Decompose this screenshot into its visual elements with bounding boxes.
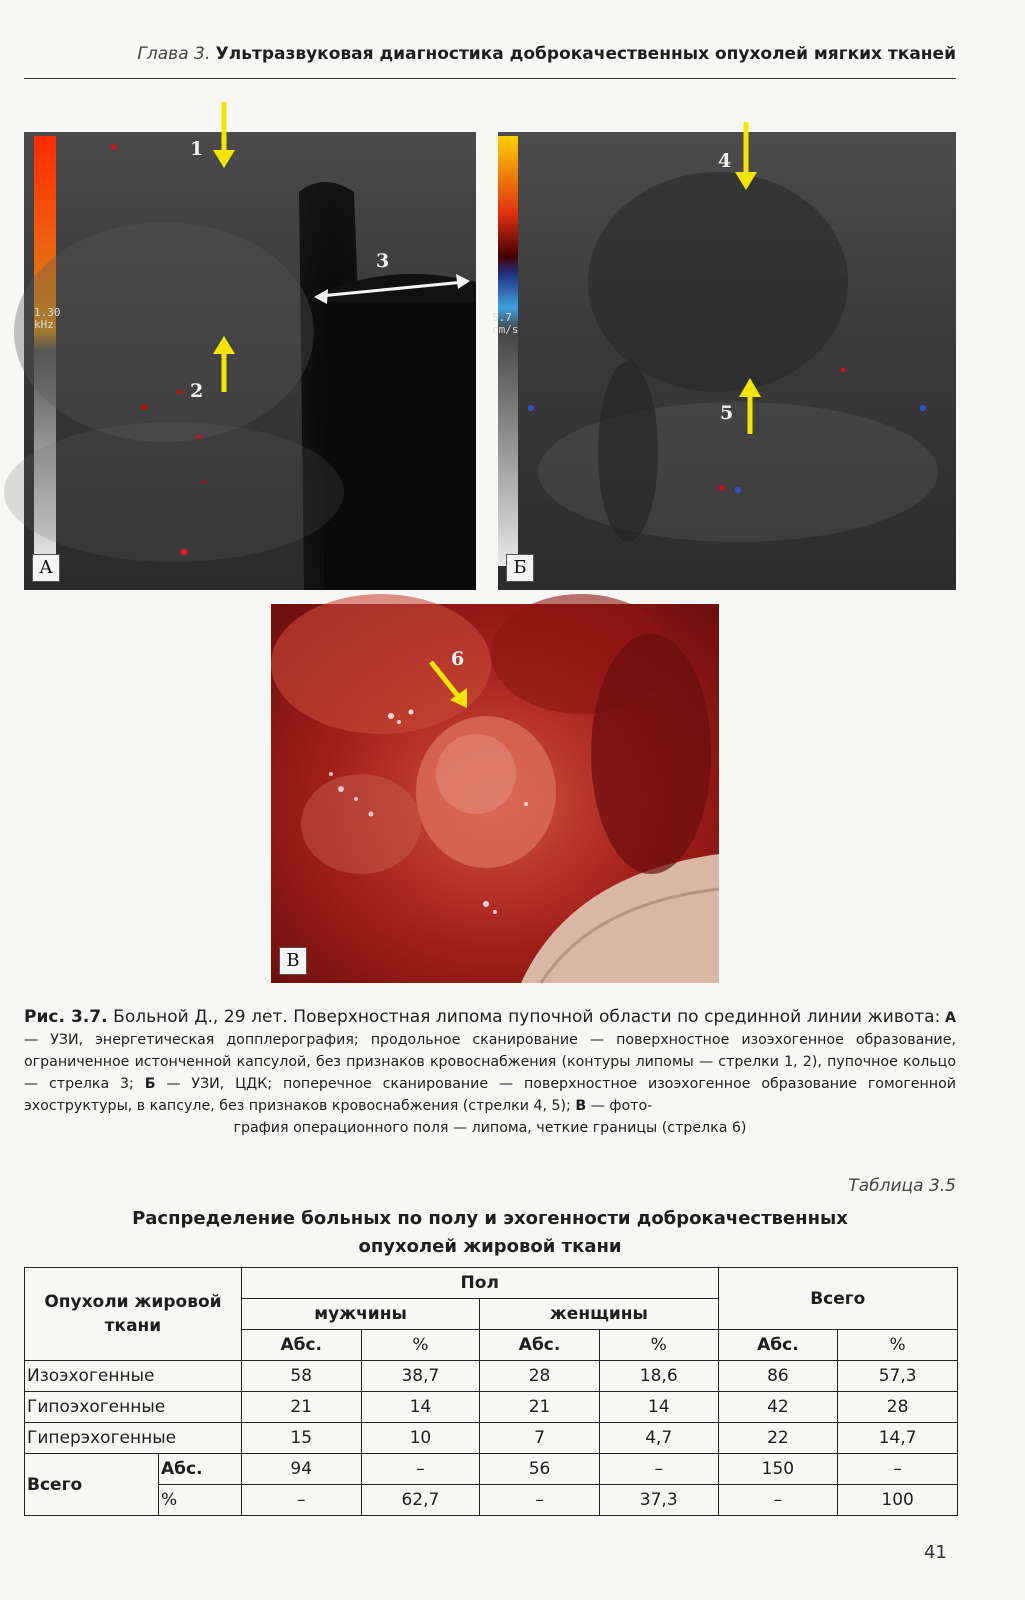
header-sex: Пол [241,1268,718,1299]
table-cell: 57,3 [838,1361,958,1392]
ultrasound-image-b [498,132,956,590]
table-row [25,1361,958,1392]
row-label: Изоэхогенные [25,1361,242,1392]
panel-label-v: В [279,947,307,975]
total-pct-label: % [159,1485,242,1516]
table-corner-header: Опухоли жировой ткани [25,1268,242,1361]
table-cell: 86 [718,1361,838,1392]
marker-5: 5 [720,402,734,424]
table-cell: 10 [361,1423,480,1454]
table-cell: 14,7 [838,1423,958,1454]
table-row [25,1485,958,1516]
table-cell: 18,6 [599,1361,718,1392]
table-cell: 28 [838,1392,958,1423]
chapter-label: Глава 3. [137,44,211,64]
header-abs: Абс. [480,1330,600,1361]
figure-panel-v [271,604,719,983]
table-row [25,1423,958,1454]
header-women: женщины [480,1299,718,1330]
table-cell: – [838,1454,958,1485]
table-cell: 21 [241,1392,361,1423]
caption-label-v: В [575,1098,587,1114]
marker-1: 1 [190,138,204,160]
panel-label-b: Б [506,554,534,582]
table-cell: 22 [718,1423,838,1454]
table-cell: – [599,1454,718,1485]
table-cell: 150 [718,1454,838,1485]
table-title-line-2: опухолей жировой ткани [358,1236,622,1257]
marker-2: 2 [190,380,204,402]
table-cell: 14 [599,1392,718,1423]
header-total: Всего [718,1268,957,1330]
chapter-title: Ультразвуковая диагностика доброкачественных опухолей мягких тканей [215,44,956,64]
total-abs-label: Абс. [159,1454,242,1485]
table-cell: 94 [241,1454,361,1485]
marker-3: 3 [376,250,390,272]
table-cell: 42 [718,1392,838,1423]
table-row [25,1454,958,1485]
table-cell: 100 [838,1485,958,1516]
marker-6: 6 [451,648,465,670]
caption-text-b: — УЗИ, ЦДК; поперечное сканирование — поверхностное изоэхогенное образование гомогенной эхоструктуры, в капсуле, без признаков кровоснабжения (стрелки 4, 5); [24,1076,956,1114]
table-cell: 28 [480,1361,600,1392]
table-row [25,1392,958,1423]
table-cell: 62,7 [361,1485,480,1516]
figure-caption [24,1006,956,1139]
page-number: 41 [924,1542,947,1563]
header-men: мужчины [241,1299,479,1330]
table-cell: – [718,1485,838,1516]
table-cell: 14 [361,1392,480,1423]
table-cell: 21 [480,1392,600,1423]
header-abs: Абс. [241,1330,361,1361]
table-number: Таблица 3.5 [848,1176,956,1196]
table-cell: 15 [241,1423,361,1454]
caption-label-b: Б [144,1076,156,1092]
table-cell: 7 [480,1423,600,1454]
table-title [24,1205,956,1261]
marker-4: 4 [718,150,732,172]
surgical-photo [271,604,719,983]
header-pct: % [599,1330,718,1361]
data-table [24,1267,958,1516]
caption-lead: Больной Д., 29 лет. Поверхностная липома пупочной области по срединной линии живота: [113,1007,941,1027]
table-cell: 58 [241,1361,361,1392]
table-cell: – [480,1485,600,1516]
row-label: Гиперэхогенные [25,1423,242,1454]
table-cell: 37,3 [599,1485,718,1516]
table-cell: 38,7 [361,1361,480,1392]
scale-readout-b: 5.7 cm/s [492,311,519,336]
ultrasound-image-a [24,132,476,590]
figure-panel-a [24,132,476,590]
panel-label-a: А [32,554,60,582]
caption-text-v: — фото- [590,1098,653,1114]
caption-text-v-cont: графия операционного поля — липома, четкие границы (стрелка 6) [233,1120,747,1136]
total-label: Всего [25,1454,159,1516]
header-pct: % [361,1330,480,1361]
scale-readout-a: 1.30 kHz [34,306,61,331]
figure-panel-b [492,132,956,590]
table-title-line-1: Распределение больных по полу и эхогенности доброкачественных [132,1208,848,1229]
caption-label-a: А [945,1010,956,1026]
table-cell: 56 [480,1454,600,1485]
table-cell: – [361,1454,480,1485]
figure-number: Рис. 3.7. [24,1007,108,1027]
table-cell: – [241,1485,361,1516]
table-cell: 4,7 [599,1423,718,1454]
running-header [24,44,956,64]
row-label: Гипоэхогенные [25,1392,242,1423]
header-abs: Абс. [718,1330,838,1361]
header-pct: % [838,1330,958,1361]
caption-text-a: — УЗИ, энергетическая допплерография; продольное сканирование — поверхностное изоэхогенное образование, ограниченное истонченной капсулой, без признаков кровоснабжения (контуры липомы — стрелки 1, 2), пупочное кольцо — стрелка 3; [24,1032,956,1092]
header-rule [24,78,956,79]
